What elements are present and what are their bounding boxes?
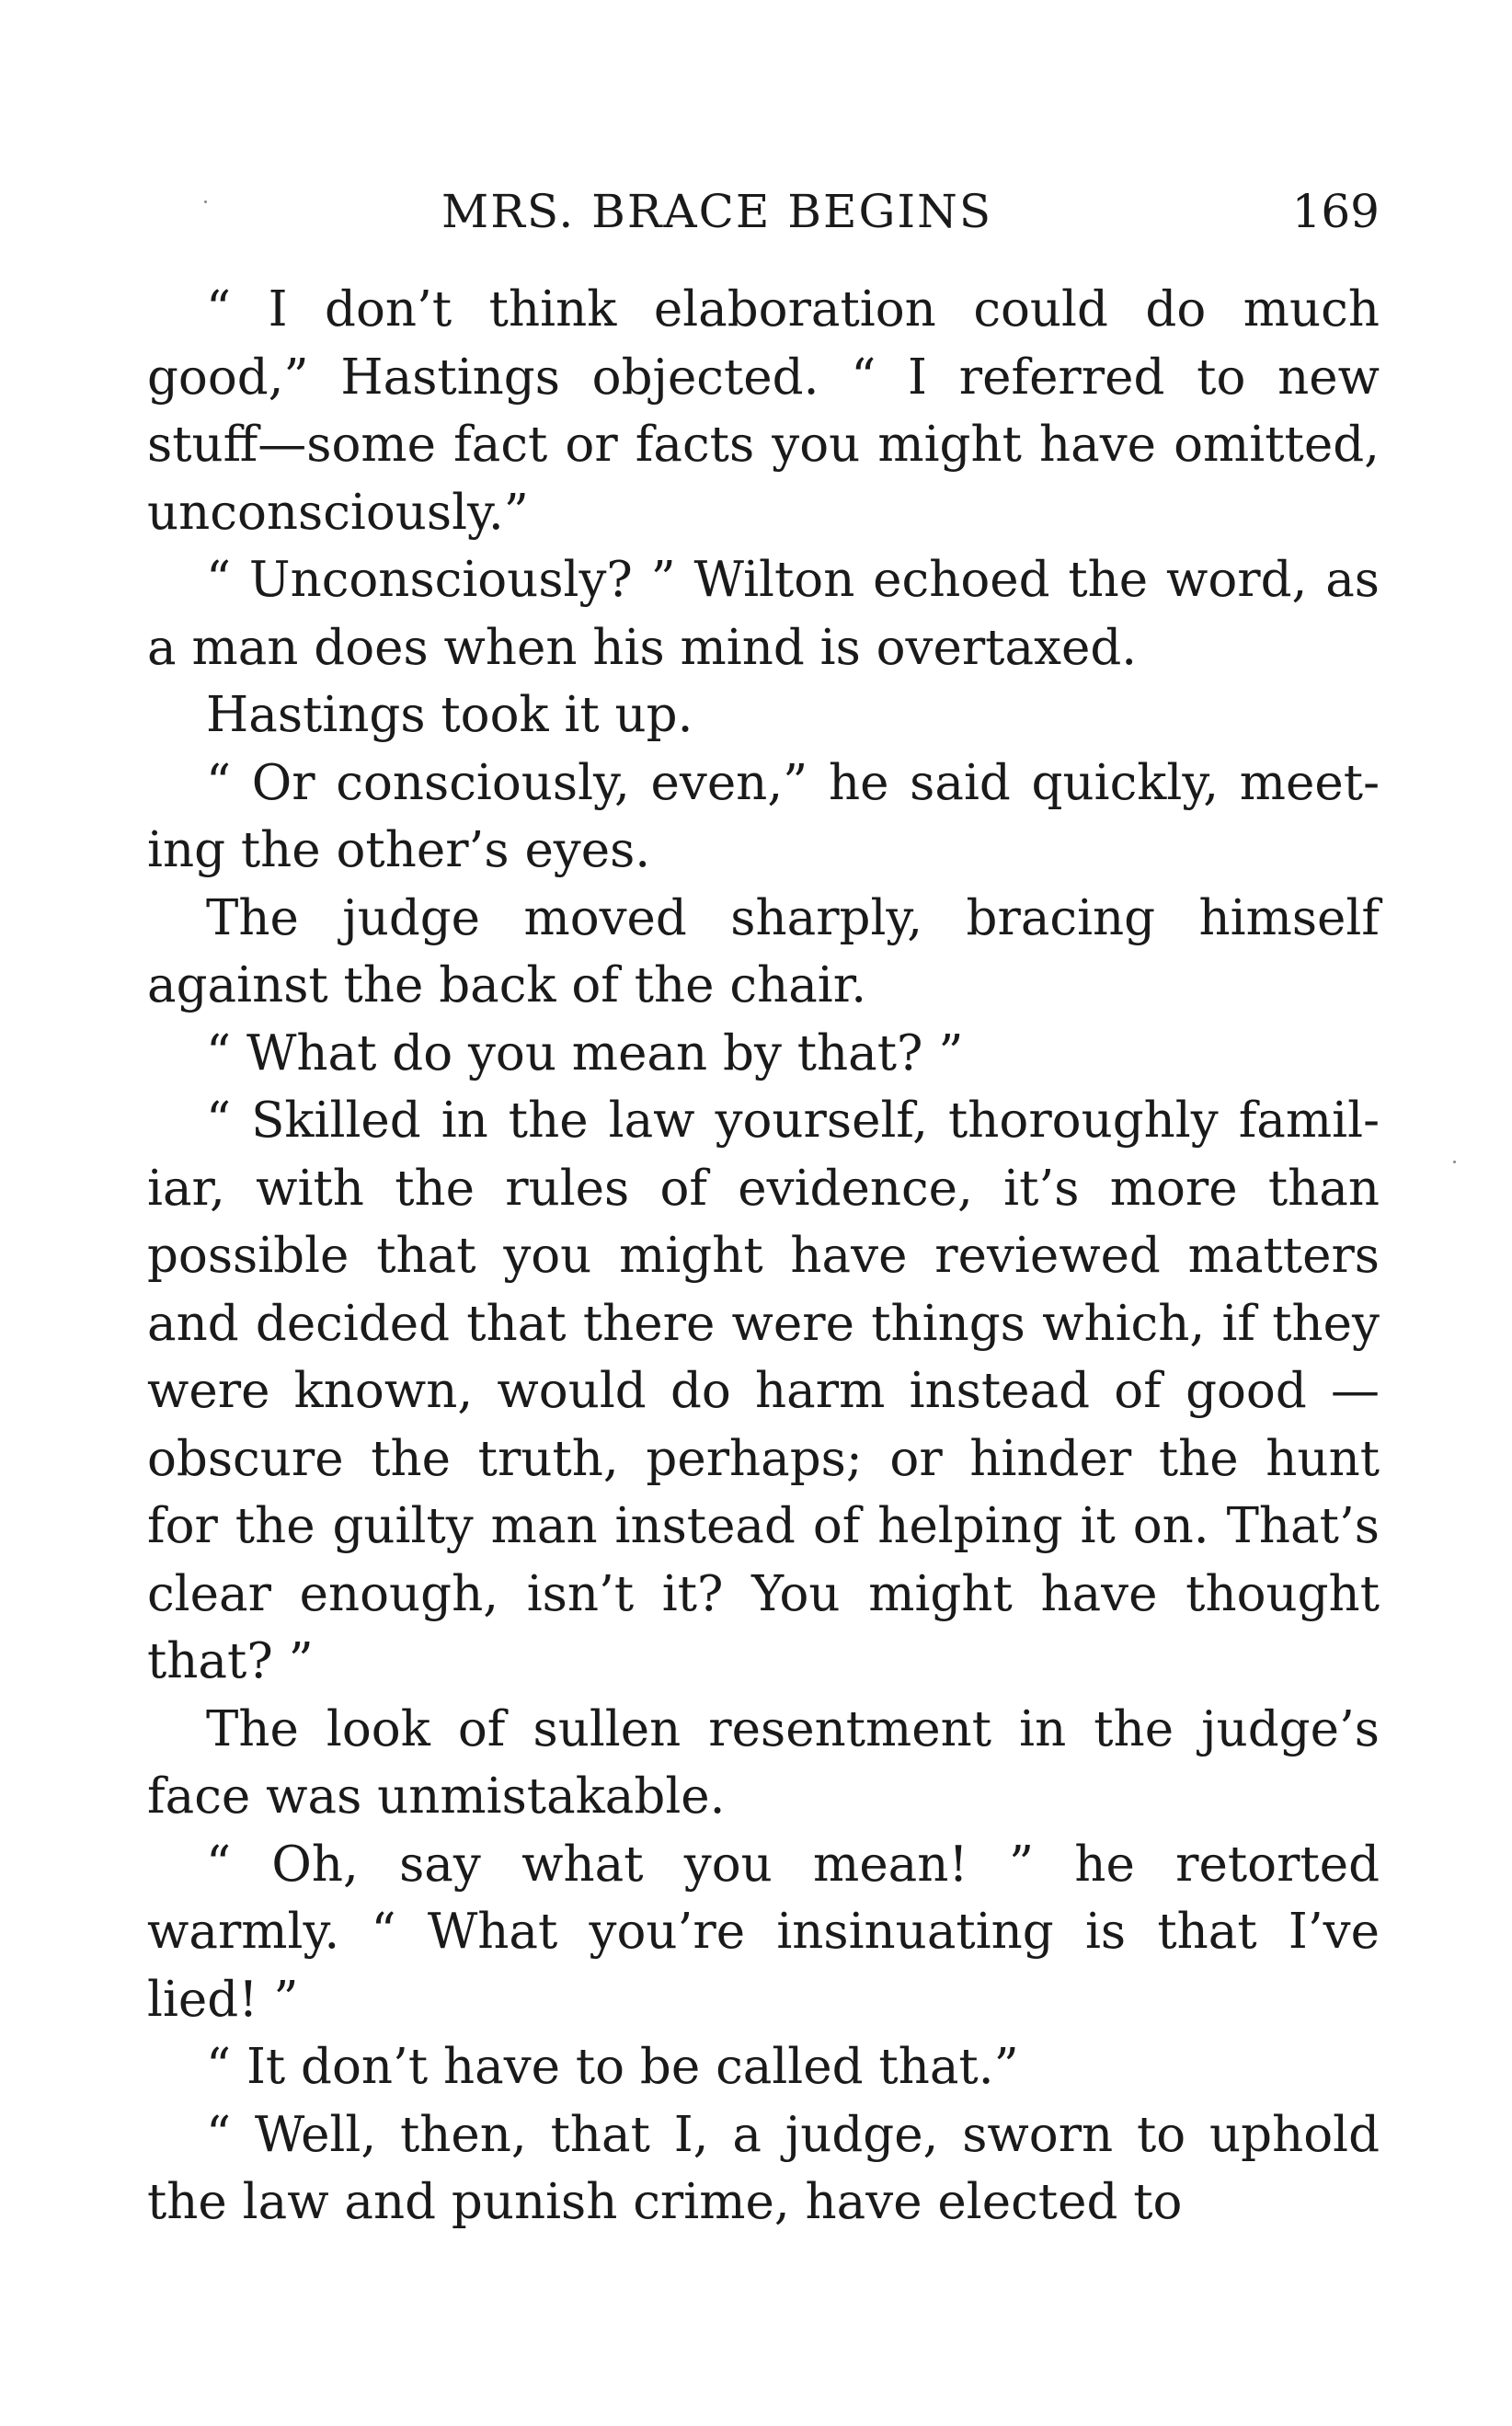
- body-text: [147, 276, 1380, 2237]
- paragraph: “ I don’t think elaboration could do much good,” Hastings objected. “ I referred to new stuff—some fact or facts you might have omitted, unconsciously.”: [147, 281, 1380, 541]
- paragraph: “ Skilled in the law yourself, thoroughly familiar, with the rules of evidence, it’s more than possible that you might have reviewed matters and decided that there were things which, if they were known, would do harm instead of good —obscure the truth, perhaps; or hinder the hunt for the guilty man instead of helping it on. That’s clear enough, isn’t it? You might have thought that? ”: [147, 1093, 1380, 1689]
- paragraph: “ Well, then, that I, a judge, sworn to uphold the law and punish crime, have elected to: [147, 2106, 1380, 2230]
- page-number: 169: [1291, 185, 1380, 238]
- paragraph: “ Unconsciously? ” Wilton echoed the word, as a man does when his mind is overtaxed.: [147, 552, 1380, 676]
- paragraph: “ It don’t have to be called that.”: [206, 2039, 1019, 2095]
- paragraph: Hastings took it up.: [206, 687, 693, 743]
- page-header: [147, 178, 1380, 245]
- paragraph: The look of sullen resentment in the judge’s face was unmistakable.: [147, 1700, 1380, 1825]
- page-speck: [1453, 1161, 1456, 1163]
- paragraph: The judge moved sharply, bracing himself against the back of the chair.: [147, 889, 1380, 1013]
- running-head: MRS. BRACE BEGINS: [441, 185, 993, 238]
- paragraph: “ Or consciously, even,” he said quickly, meeting the other’s eyes.: [147, 754, 1380, 878]
- paragraph: “ What do you mean by that? ”: [206, 1024, 964, 1081]
- paragraph: “ Oh, say what you mean! ” he retorted warmly. “ What you’re insinuating is that I’ve lied! ”: [147, 1836, 1380, 2028]
